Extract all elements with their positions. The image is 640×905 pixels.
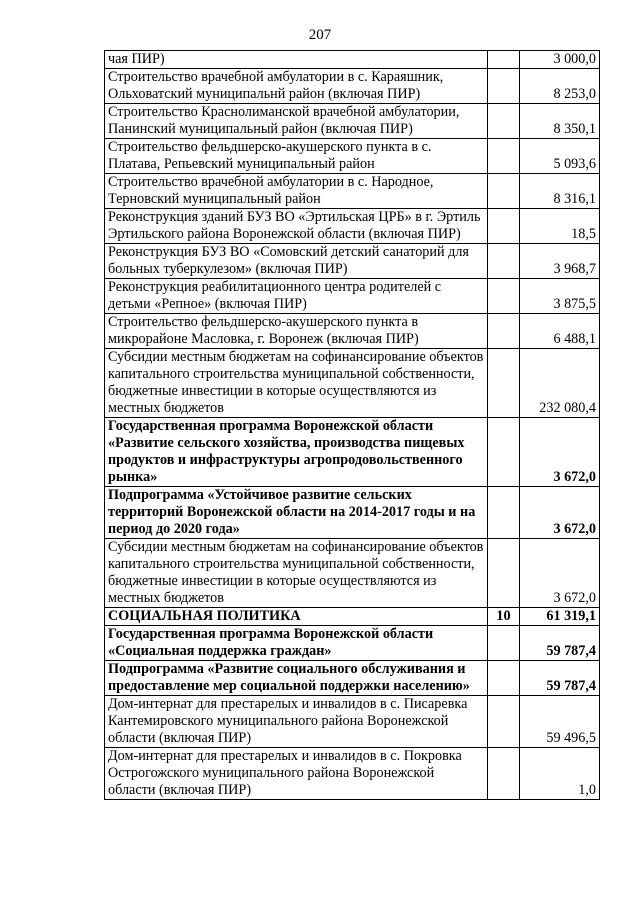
budget-table (104, 50, 600, 800)
table-row (105, 69, 600, 104)
row-name: Строительство врачебной амбулатории в с. Народное, Терновский муниципальный район (105, 174, 488, 209)
row-code (488, 748, 520, 800)
table-row (105, 51, 600, 69)
row-name: Строительство фельдшерско-акушерского пункта в микрорайоне Масловка, г. Воронеж (включая ПИР) (105, 314, 488, 349)
row-code (488, 174, 520, 209)
row-amount: 8 316,1 (520, 174, 600, 209)
row-code: 10 (488, 608, 520, 626)
page-number: 207 (308, 27, 332, 43)
row-code (488, 487, 520, 539)
row-name: Строительство врачебной амбулатории в с. Караяшник, Ольховатский муниципальнй район (включая ПИР) (105, 69, 488, 104)
row-amount: 61 319,1 (520, 608, 600, 626)
row-amount: 3 672,0 (520, 539, 600, 608)
row-amount: 232 080,4 (520, 349, 600, 418)
row-code (488, 51, 520, 69)
row-name: Субсидии местным бюджетам на софинансирование объектов капитального строительства муниципальной собственности, бюджетные инвестиции в которые осуществляются из местных бюджетов (105, 349, 488, 418)
row-name: Реконструкция зданий БУЗ ВО «Эртильская ЦРБ» в г. Эртиль Эртильского района Воронежской области (включая ПИР) (105, 209, 488, 244)
table-row (105, 696, 600, 748)
row-code (488, 209, 520, 244)
table-row (105, 608, 600, 626)
table-row (105, 748, 600, 800)
table-row (105, 104, 600, 139)
table-row (105, 418, 600, 487)
row-code (488, 539, 520, 608)
table-row (105, 539, 600, 608)
row-name: Реконструкция реабилитационного центра родителей с детьми «Репное» (включая ПИР) (105, 279, 488, 314)
table-row (105, 139, 600, 174)
row-code (488, 418, 520, 487)
row-name: Подпрограмма «Развитие социального обслуживания и предоставление мер социальной поддержки населению» (105, 661, 488, 696)
row-code (488, 69, 520, 104)
row-amount: 1,0 (520, 748, 600, 800)
row-amount: 3 875,5 (520, 279, 600, 314)
table-row (105, 174, 600, 209)
row-name: Строительство Краснолиманской врачебной амбулатории, Панинский муниципальный район (включая ПИР) (105, 104, 488, 139)
row-code (488, 139, 520, 174)
row-amount: 59 787,4 (520, 626, 600, 661)
row-code (488, 349, 520, 418)
table-row (105, 279, 600, 314)
row-amount: 8 253,0 (520, 69, 600, 104)
row-name: чая ПИР) (105, 51, 488, 69)
row-code (488, 244, 520, 279)
row-amount: 3 672,0 (520, 487, 600, 539)
row-code (488, 279, 520, 314)
row-name: Дом-интернат для престарелых и инвалидов в с. Писаревка Кантемировского муниципального района Воронежской области (включая ПИР) (105, 696, 488, 748)
row-amount: 6 488,1 (520, 314, 600, 349)
table-row (105, 626, 600, 661)
row-amount: 5 093,6 (520, 139, 600, 174)
row-name: Дом-интернат для престарелых и инвалидов в с. Покровка Острогожского муниципального района Воронежской области (включая ПИР) (105, 748, 488, 800)
row-code (488, 104, 520, 139)
row-amount: 59 787,4 (520, 661, 600, 696)
row-amount: 18,5 (520, 209, 600, 244)
row-code (488, 314, 520, 349)
row-name: Строительство фельдшерско-акушерского пункта в с. Платава, Репьевский муниципальный район (105, 139, 488, 174)
table-body (105, 51, 600, 800)
row-name: Субсидии местным бюджетам на софинансирование объектов капитального строительства муниципальной собственности, бюджетные инвестиции в которые осуществляются из местных бюджетов (105, 539, 488, 608)
row-code (488, 661, 520, 696)
table-row (105, 661, 600, 696)
row-amount: 59 496,5 (520, 696, 600, 748)
row-amount: 8 350,1 (520, 104, 600, 139)
table-row (105, 349, 600, 418)
table-row (105, 314, 600, 349)
row-name: Подпрограмма «Устойчивое развитие сельских территорий Воронежской области на 2014-2017 годы и на период до 2020 года» (105, 487, 488, 539)
row-name: Реконструкция БУЗ ВО «Сомовский детский санаторий для больных туберкулезом» (включая ПИР) (105, 244, 488, 279)
table-row (105, 244, 600, 279)
row-amount: 3 672,0 (520, 418, 600, 487)
row-amount: 3 968,7 (520, 244, 600, 279)
table-row (105, 487, 600, 539)
table-row (105, 209, 600, 244)
row-code (488, 626, 520, 661)
row-name: Государственная программа Воронежской области «Социальная поддержка граждан» (105, 626, 488, 661)
row-name: Государственная программа Воронежской области «Развитие сельского хозяйства, производства пищевых продуктов и инфраструктуры агропродовольственного рынка» (105, 418, 488, 487)
row-name: СОЦИАЛЬНАЯ ПОЛИТИКА (105, 608, 488, 626)
row-amount: 3 000,0 (520, 51, 600, 69)
row-code (488, 696, 520, 748)
